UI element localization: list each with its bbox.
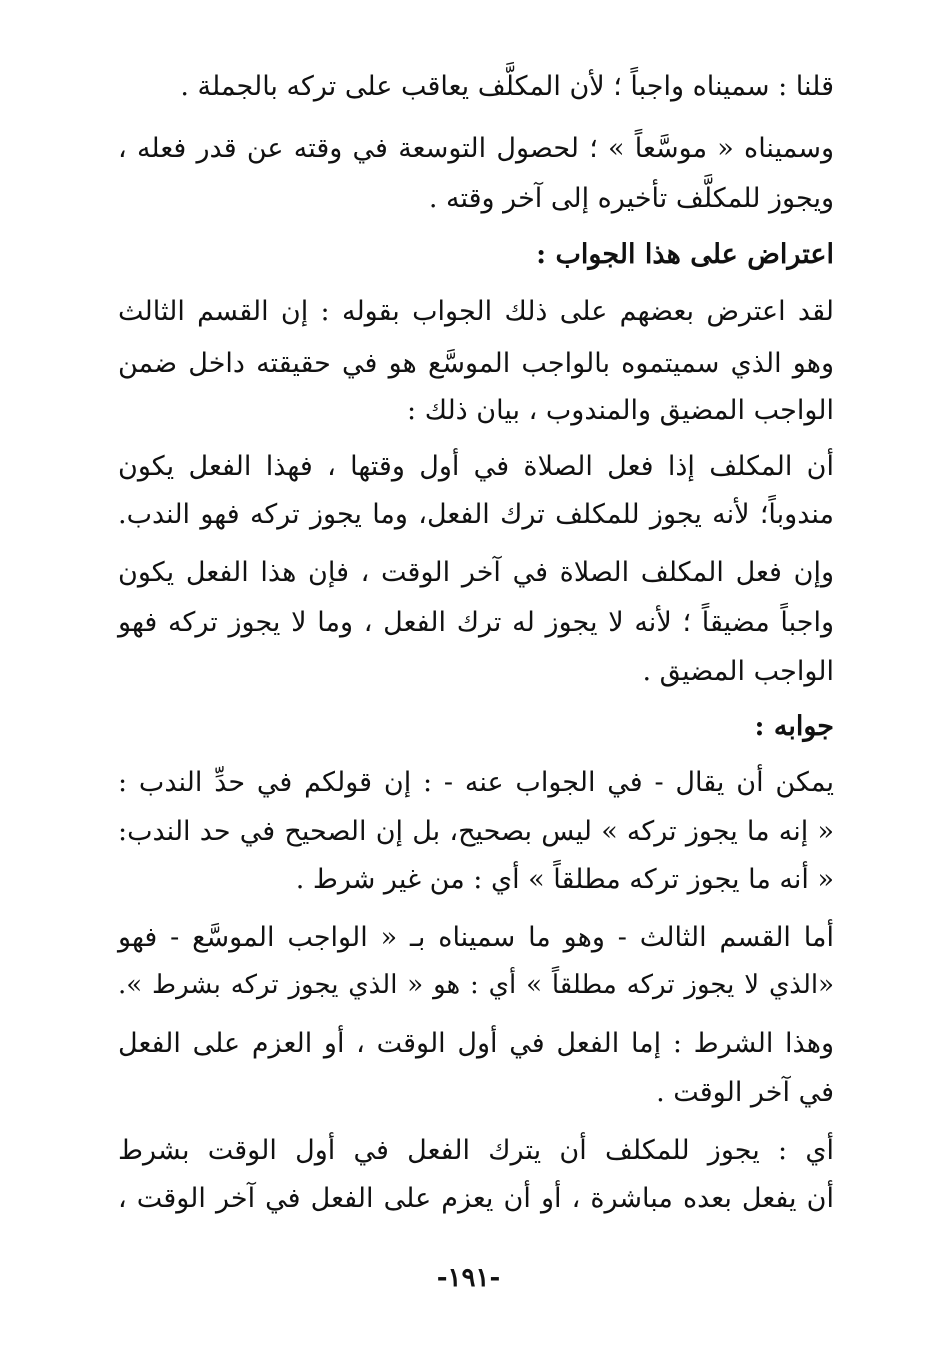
text-line: قلنا : سميناه واجباً ؛ لأن المكلَّف يعاقب على تركه بالجملة . (180, 71, 834, 102)
text-line: « إنه ما يجوز تركه » ليس بصحيح، بل إن الصحيح في حد الندب: (118, 816, 834, 847)
text-line: واجباً مضيقاً ؛ لأنه لا يجوز له ترك الفعل ، وما لا يجوز تركه فهو (118, 607, 834, 638)
text-line: لقد اعترض بعضهم على ذلك الجواب بقوله : إن القسم الثالث (118, 296, 834, 327)
text-line: في آخر الوقت . (656, 1077, 834, 1108)
text-line: أن المكلف إذا فعل الصلاة في أول وقتها ، فهذا الفعل يكون (118, 451, 834, 482)
text-line: وسميناه « موسَّعاً » ؛ لحصول التوسعة في وقته عن قدر فعله ، (118, 133, 834, 164)
text-line: وهو الذي سميتموه بالواجب الموسَّع هو في حقيقته داخل ضمن (118, 348, 834, 379)
text-line: وإن فعل المكلف الصلاة في آخر الوقت ، فإن هذا الفعل يكون (118, 557, 834, 588)
text-line: الواجب المضيق والمندوب ، بيان ذلك : (407, 395, 834, 426)
text-line: ويجوز للمكلَّف تأخيره إلى آخر وقته . (428, 183, 834, 214)
text-line: «الذي لا يجوز تركه مطلقاً » أي : هو « الذي يجوز تركه بشرط ». (118, 970, 834, 1000)
section-heading: اعتراض على هذا الجواب : (536, 239, 834, 270)
page-number: -١٩١- (436, 1263, 501, 1293)
text-line: مندوباً؛ لأنه يجوز للمكلف ترك الفعل، وما يجوز تركه فهو الندب. (118, 499, 834, 530)
text-line: أي : يجوز للمكلف أن يترك الفعل في أول الوقت بشرط (118, 1135, 834, 1166)
text-line: وهذا الشرط : إما الفعل في أول الوقت ، أو العزم على الفعل (118, 1028, 834, 1059)
text-line: أن يفعل بعده مباشرة ، أو أن يعزم على الفعل في آخر الوقت ، (118, 1183, 834, 1214)
text-line: أما القسم الثالث - وهو ما سميناه بـ « الواجب الموسَّع - فهو (118, 922, 834, 953)
section-heading: جوابه : (754, 711, 834, 742)
text-line: « أنه ما يجوز تركه مطلقاً » أي : من غير شرط . (295, 864, 834, 895)
text-line: يمكن أن يقال - في الجواب عنه - : إن قولكم في حدِّ الندب : (118, 767, 834, 798)
text-line: الواجب المضيق . (642, 656, 834, 687)
